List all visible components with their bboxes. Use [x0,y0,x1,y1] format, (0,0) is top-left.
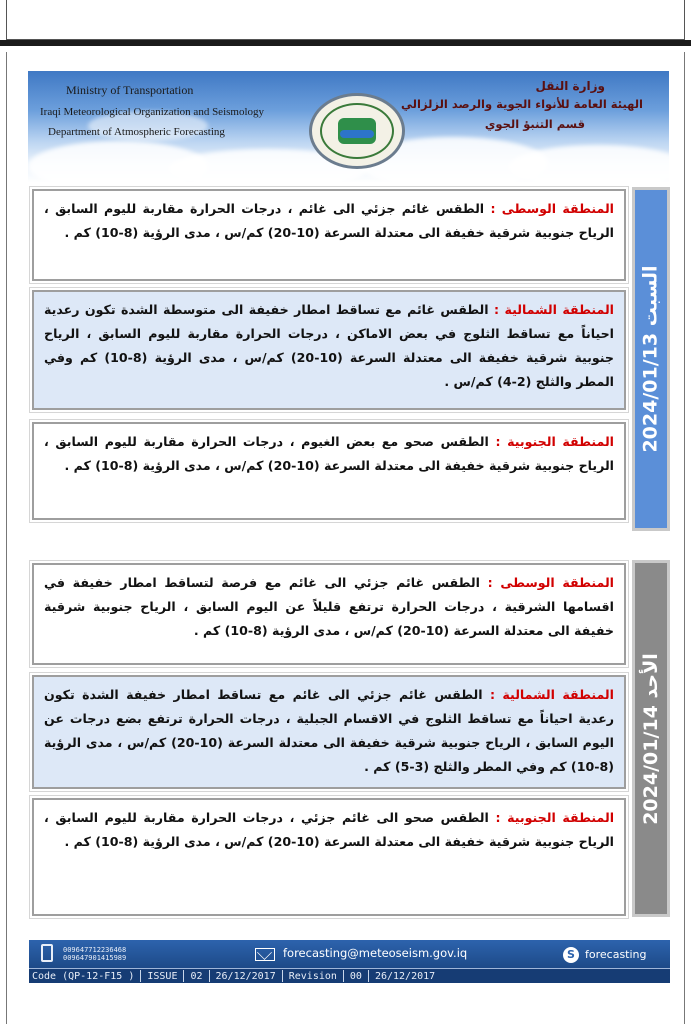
region-name: المنطقة الشمالية : [494,302,614,317]
day-label-saturday [632,187,670,531]
footer-contact-row [29,940,670,968]
header-banner [28,71,669,183]
forecast-text: الطقس صحو مع بعض الغيوم ، درجات الحرارة مقاربة لليوم السابق ، الرياح جنوبية شرقية خفيفة الى معتدلة السرعة (10-20) كم/س ، مدى الرؤية (8-10) كم . [44,434,614,473]
email-icon [255,948,275,961]
header-ar-department: قسم التنبؤ الجوي [484,117,585,131]
header-ar-ministry: وزارة النقل [535,79,605,93]
forecast-text: الطقس صحو الى غائم جزئي ، درجات الحرارة مقاربة لليوم السابق ، الرياح جنوبية شرقية خفيفة الى معتدلة السرعة (10-20) كم/س ، مدى الرؤية (8-10) كم . [44,810,614,849]
region-name: المنطقة الوسطى : [490,201,614,216]
revision-label: Revision [288,970,337,982]
forecast-card-day1-central [32,189,626,281]
region-name: المنطقة الشمالية : [489,687,614,702]
footer-document-row [29,968,670,983]
region-name: المنطقة الجنوبية : [495,434,614,449]
footer-bar [29,940,670,982]
revision-date: 26/12/2017 [374,970,436,982]
skype-icon: S [563,947,579,963]
header-en-organization: Iraqi Meteorological Organization and Seismology [40,106,265,118]
header-en-department: Department of Atmospheric Forecasting [48,126,225,138]
phone-number: 009647901415989 [63,954,127,962]
document-code: Code (QP-12-F15 ) [32,970,135,982]
region-name: المنطقة الوسطى : [487,575,614,590]
issue-label: ISSUE [147,970,178,982]
header-ar-organization: الهيئة العامة للأنواء الجوية والرصد الزلزالي [401,97,643,111]
phone-numbers [63,946,126,962]
forecast-text: الطقس غائم جزئي الى غائم ، درجات الحرارة مقاربة لليوم السابق ، الرياح جنوبية شرقية خفيفة الى معتدلة السرعة (10-20) كم/س ، مدى الرؤية (8-10) كم . [44,201,614,240]
phone-icon [41,944,53,962]
day-label-text: الأحد 2024/01/14 [640,652,662,825]
day-label-text: السبت 2024/01/13 [640,265,663,453]
forecast-card-day1-north [32,290,626,410]
revision-number: 00 [349,970,362,982]
forecast-text: الطقس غائم جزئي الى غائم مع تساقط امطار خفيفة الشدة تكون رعدية احياناً مع تساقط الثلوج في الاقسام الجبلية ، درجات الحرارة ترتفع بضع درجات عن اليوم السابق ، الرياح جنوبية شرقية خفيفة الى معتدلة السرعة (10-20) كم/س ، مدى الرؤية (8-10) كم وفي المطر والثلج (3-5) كم . [44,687,614,774]
day-label-sunday [632,560,670,917]
issue-number: 02 [190,970,203,982]
forecast-text: الطقس غائم جزئي الى غائم مع فرصة لتساقط امطار خفيفة في اقسامها الشرقية ، درجات الحرارة ترتفع قليلاً عن اليوم السابق ، الرياح جنوبية شرقية خفيفة الى معتدلة السرعة (10-20) كم/س ، مدى الرؤية (8-10) كم . [44,575,614,638]
forecast-card-day1-south [32,422,626,520]
forecast-card-day2-south [32,798,626,916]
forecast-card-day2-north [32,675,626,789]
skype-label: forecasting [585,948,647,961]
forecast-text: الطقس غائم مع تساقط امطار خفيفة الى متوسطة الشدة تكون رعدية احياناً مع تساقط الثلوج في بعض الاماكن ، درجات الحرارة مقاربة لليوم السابق ، الرياح جنوبية شرقية خفيفة الى معتدلة السرعة (10-20) كم/س ، مدى الرؤية (8-10) كم وفي المطر والثلج (2-4) كم/س . [44,302,614,389]
top-bar [0,0,691,46]
header-en-ministry: Ministry of Transportation [66,83,194,97]
region-name: المنطقة الجنوبية : [495,810,615,825]
forecast-card-day2-central [32,563,626,665]
email-link[interactable]: forecasting@meteoseism.gov.iq [283,946,468,960]
phone-number: 009647712236468 [63,946,127,954]
organization-logo [309,93,405,169]
top-bar-inner [6,0,685,40]
issue-date: 26/12/2017 [215,970,276,982]
